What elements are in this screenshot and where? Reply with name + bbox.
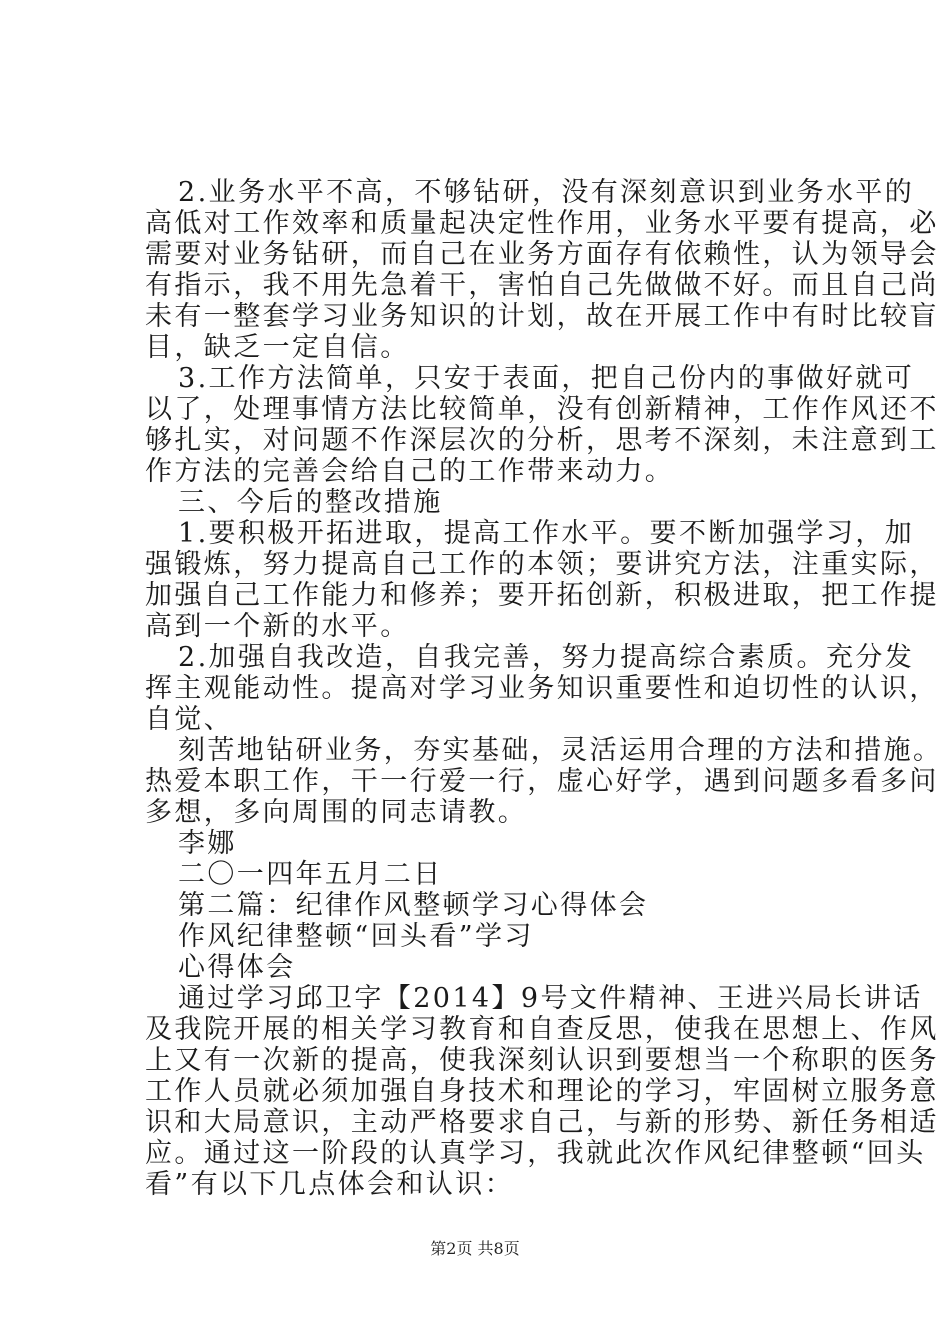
body-text-line: 多想，多向周围的同志请教。: [145, 797, 528, 828]
body-text-line: 看”有以下几点体会和认识：: [145, 1169, 515, 1200]
body-text-line: 2.业务水平不高，不够钻研，没有深刻意识到业务水平的: [178, 177, 915, 208]
author-name: 李娜: [178, 828, 237, 859]
body-text-line: 需要对业务钻研，而自己在业务方面存有依赖性，认为领导会: [145, 239, 939, 270]
body-text-line: 识和大局意识，主动严格要求自己，与新的形势、新任务相适: [145, 1107, 939, 1138]
body-text-line: 有指示，我不用先急着干，害怕自己先做做不好。而且自己尚: [145, 270, 939, 301]
body-text-line: 2.加强自我改造，自我完善，努力提高综合素质。充分发: [178, 642, 915, 673]
body-text-line: 目，缺乏一定自信。: [145, 332, 410, 363]
body-text-line: 通过学习邱卫字【2014】9号文件精神、王进兴局长讲话: [178, 983, 923, 1014]
section-heading: 三、今后的整改措施: [178, 487, 443, 518]
page-number-footer: 第2页 共8页: [430, 1239, 520, 1258]
body-text-line: 高到一个新的水平。: [145, 611, 410, 642]
body-text-line: 上又有一次新的提高，使我深刻认识到要想当一个称职的医务: [145, 1045, 939, 1076]
body-text-line: 加强自己工作能力和修养；要开拓创新，积极进取，把工作提: [145, 580, 939, 611]
body-text-line: 及我院开展的相关学习教育和自查反思，使我在思想上、作风: [145, 1014, 939, 1045]
chapter-title: 第二篇：纪律作风整顿学习心得体会: [178, 890, 649, 921]
article-subtitle: 心得体会: [178, 952, 296, 983]
body-text-line: 以了，处理事情方法比较简单，没有创新精神，工作作风还不: [145, 394, 939, 425]
body-text-line: 强锻炼，努力提高自己工作的本领；要讲究方法，注重实际，: [145, 549, 939, 580]
body-text-line: 作方法的完善会给自己的工作带来动力。: [145, 456, 675, 487]
body-text-line: 高低对工作效率和质量起决定性作用，业务水平要有提高，必: [145, 208, 939, 239]
body-text-line: 工作人员就必须加强自身技术和理论的学习，牢固树立服务意: [145, 1076, 939, 1107]
body-text-line: 够扎实，对问题不作深层次的分析，思考不深刻，未注意到工: [145, 425, 939, 456]
body-text-line: 1.要积极开拓进取，提高工作水平。要不断加强学习，加: [178, 518, 915, 549]
body-text-line: 自觉、: [145, 704, 234, 735]
body-text-line: 刻苦地钻研业务，夯实基础，灵活运用合理的方法和措施。: [178, 735, 943, 766]
body-text-line: 应。通过这一阶段的认真学习，我就此次作风纪律整顿“回头: [145, 1138, 926, 1169]
body-text-line: 挥主观能动性。提高对学习业务知识重要性和迫切性的认识，: [145, 673, 939, 704]
body-text-line: 未有一整套学习业务知识的计划，故在开展工作中有时比较盲: [145, 301, 939, 332]
body-text-line: 3.工作方法简单，只安于表面，把自己份内的事做好就可: [178, 363, 915, 394]
body-text-line: 热爱本职工作，干一行爱一行，虚心好学，遇到问题多看多问: [145, 766, 939, 797]
document-date: 二〇一四年五月二日: [178, 859, 443, 890]
article-title: 作风纪律整顿“回头看”学习: [178, 921, 534, 952]
